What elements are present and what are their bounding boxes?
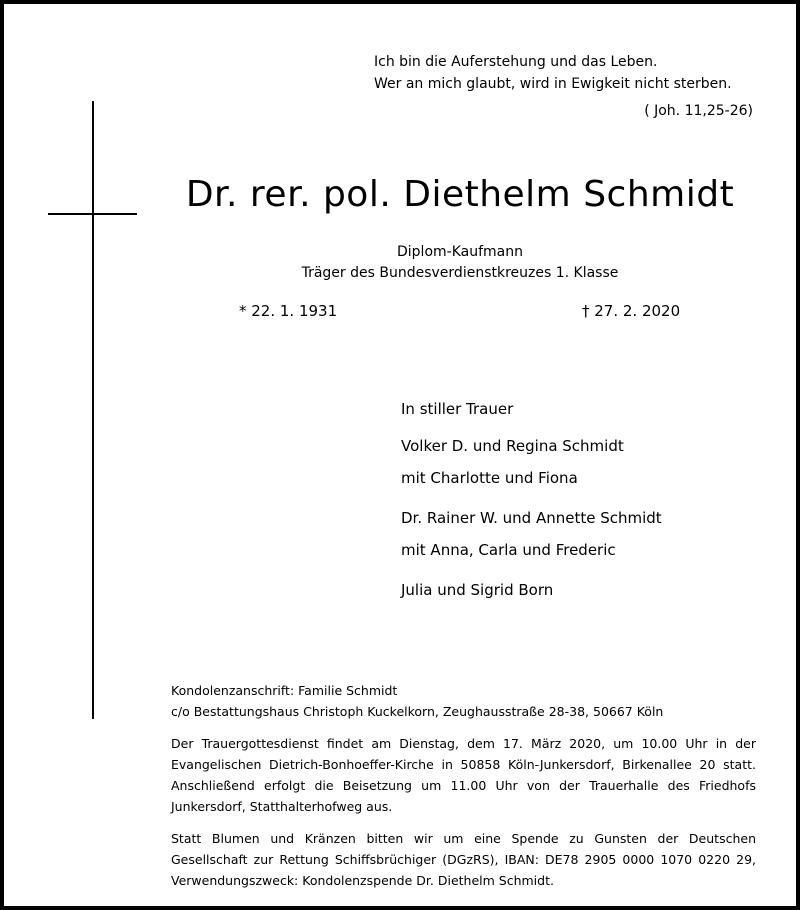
quote-line-2: Wer an mich glaubt, wird in Ewigkeit nicht sterben.: [374, 76, 732, 92]
cross-horizontal-bar: [48, 213, 137, 215]
address-line-1: Kondolenzanschrift: Familie Schmidt: [171, 683, 398, 698]
mourners-intro: In stiller Trauer: [401, 400, 514, 418]
death-date: † 27. 2. 2020: [582, 302, 681, 320]
quote-line-1: Ich bin die Auferstehung und das Leben.: [374, 54, 658, 70]
deceased-title-2: Träger des Bundesverdienstkreuzes 1. Klasse: [301, 265, 619, 281]
deceased-name: Dr. rer. pol. Diethelm Schmidt: [185, 174, 735, 215]
deceased-titles: [260, 242, 660, 284]
mourner-line: mit Anna, Carla und Frederic: [401, 541, 616, 559]
cross-vertical-bar: [92, 101, 94, 719]
mourner-group: [401, 430, 662, 494]
mourner-line: Dr. Rainer W. und Annette Schmidt: [401, 509, 662, 527]
deceased-title-1: Diplom-Kaufmann: [397, 244, 523, 260]
mourner-group: [401, 574, 662, 606]
mourner-line: mit Charlotte und Fiona: [401, 469, 578, 487]
mourner-line: Volker D. und Regina Schmidt: [401, 437, 624, 455]
notice-footer: [171, 680, 756, 902]
mourner-group: [401, 502, 662, 566]
birth-date: * 22. 1. 1931: [239, 302, 338, 320]
mourners-list: [401, 400, 662, 614]
service-info: Der Trauergottesdienst findet am Dienstag, dem 17. März 2020, um 10.00 Uhr in der Evangelischen Dietrich-Bonhoeffer-Kirche in 50858 Köln-Junkersdorf, Birkenallee 20 statt. Anschließend erfolgt die Beisetzung um 11.00 Uhr von der Trauerhalle des Friedhofs Junkersdorf, Statthalterhofweg aus.: [171, 736, 756, 814]
bible-quote: [374, 51, 764, 122]
quote-reference: ( Joh. 11,25-26): [644, 103, 753, 119]
condolence-address: [171, 680, 756, 722]
address-line-2: c/o Bestattungshaus Christoph Kuckelkorn, Zeughausstraße 28-38, 50667 Köln: [171, 704, 664, 719]
mourner-line: Julia und Sigrid Born: [401, 581, 554, 599]
donation-info: Statt Blumen und Kränzen bitten wir um eine Spende zu Gunsten der Deutschen Gesellschaft zur Rettung Schiffsbrüchiger (DGzRS), IBAN: DE78 2905 0000 1070 0220 29, Verwendungszweck: Kondolenzspende Dr. Diethelm Schmidt.: [171, 831, 756, 888]
